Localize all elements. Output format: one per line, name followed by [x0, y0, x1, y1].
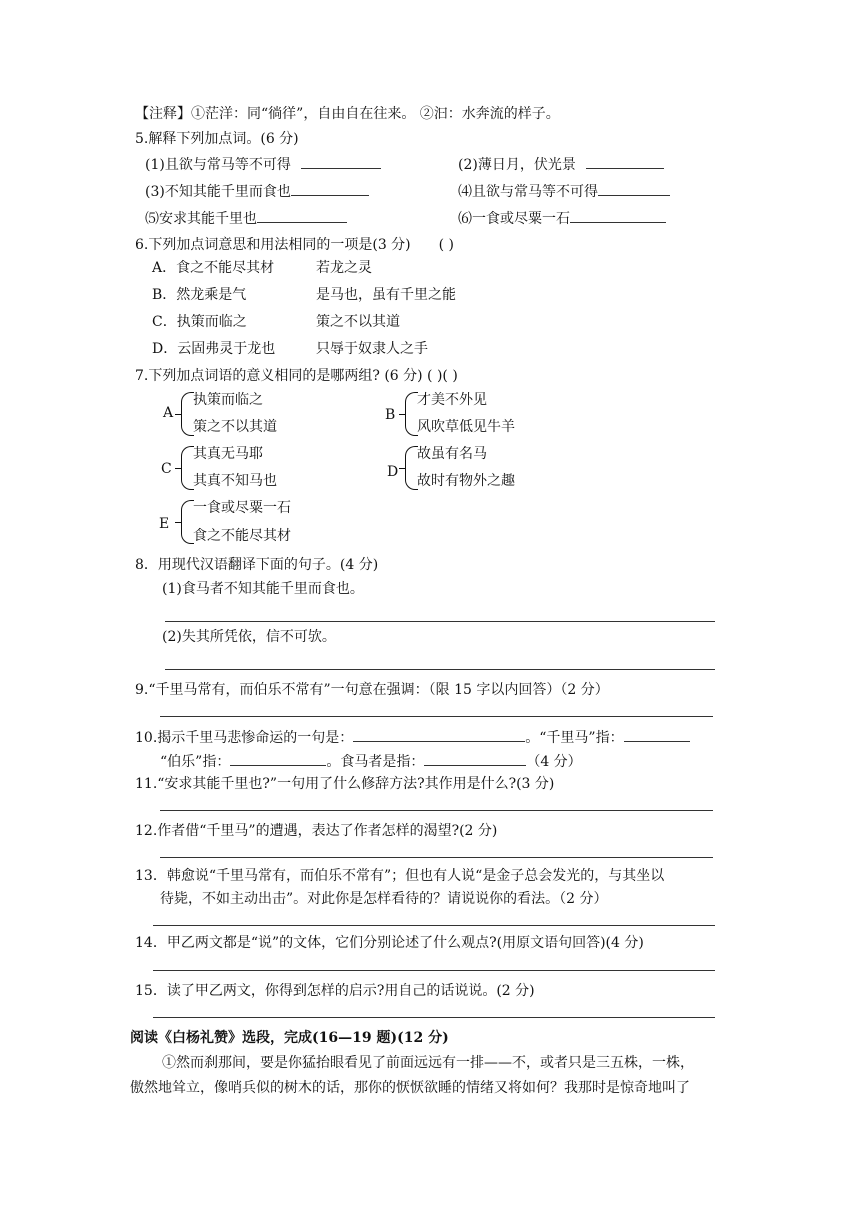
- q8-sentence-2: (2)失其所凭依，信不可欤。: [162, 629, 336, 645]
- q6-option-d: D．云固弗灵于龙也: [152, 341, 276, 357]
- answer-blank[interactable]: [230, 751, 326, 766]
- q5-item-5: ⑸安求其能千里也: [145, 208, 347, 229]
- q6-option-c-compare: 策之不以其道: [316, 314, 400, 330]
- q7-group-e-line1: 一食或尽粟一石: [193, 500, 291, 516]
- q15-text: 15．读了甲乙两文，你得到怎样的启示?用自己的话说说。(2 分): [135, 983, 535, 999]
- q13-line-1: 13．韩愈说“千里马常有，而伯乐不常有”；但也有人说“是金子总会发光的，与其坐以: [135, 868, 665, 884]
- q5-item-4: ⑷且欲与常马等不可得: [458, 181, 670, 202]
- q5-item-6: ⑹一食或尽粟一石: [458, 208, 666, 229]
- q6-title: 6.下列加点词意思和用法相同的一项是(3 分) ( ): [135, 237, 455, 253]
- q10-line-1: 10.揭示千里马悲惨命运的一句是： 。“千里马”指：: [135, 727, 690, 748]
- q8-title: 8．用现代汉语翻译下面的句子。(4 分): [135, 557, 379, 573]
- answer-blank[interactable]: [353, 727, 525, 742]
- q6-option-b: B．然龙乘是气: [152, 287, 247, 303]
- q6-option-d-compare: 只辱于奴隶人之手: [316, 341, 428, 357]
- q5-title: 5.解释下列加点词。(6 分): [135, 131, 299, 147]
- q14-text: 14．甲乙两文都是“说”的文体，它们分别论述了什么观点?(用原文语句回答)(4 分): [135, 935, 644, 951]
- q7-group-d-letter: D: [387, 464, 399, 480]
- q7-group-a-line2: 策之不以其道: [193, 419, 277, 435]
- answer-blank[interactable]: [257, 208, 347, 223]
- q7-group-e-line2: 食之不能尽其材: [193, 528, 291, 544]
- q7-group-c-letter: C: [161, 461, 172, 477]
- q7-group-d-line2: 故时有物外之趣: [417, 473, 515, 489]
- q10-line-2: “伯乐”指： 。食马者是指： （4 分）: [160, 751, 582, 772]
- q6-option-a: A．食之不能尽其材: [152, 260, 275, 276]
- reading-title: 阅读《白杨礼赞》选段，完成(16—19 题)(12 分): [130, 1030, 449, 1046]
- reading-paragraph-line-2: 傲然地耸立，像哨兵似的树木的话，那你的恹恹欲睡的情绪又将如何？我那时是惊奇地叫了: [130, 1080, 690, 1096]
- reading-paragraph-line-1: ①然而刹那间，要是你猛抬眼看见了前面远远有一排——不，或者只是三五株，一株，: [162, 1055, 694, 1071]
- q7-group-c-line1: 其真无马耶: [193, 446, 263, 462]
- q7-group-c-line2: 其真不知马也: [193, 473, 277, 489]
- answer-line[interactable]: [153, 925, 715, 926]
- q7-group-a-line1: 执策而临之: [193, 392, 263, 408]
- q7-group-d-line1: 故虽有名马: [417, 446, 487, 462]
- answer-line[interactable]: [153, 970, 715, 971]
- q13-line-2: 待毙，不如主动出击”。对此你是怎样看待的？请说说你的看法。（2 分）: [160, 891, 608, 907]
- q8-sentence-1: (1)食马者不知其能千里而食也。: [162, 581, 364, 597]
- answer-line[interactable]: [165, 669, 715, 670]
- answer-blank[interactable]: [301, 154, 381, 169]
- q12-text: 12.作者借“千里马”的遭遇，表达了作者怎样的渴望?(2 分): [135, 823, 498, 839]
- q7-group-b-line2: 风吹草低见牛羊: [417, 419, 515, 435]
- answer-blank[interactable]: [624, 727, 690, 742]
- q7-group-b-letter: B: [385, 407, 396, 423]
- answer-line[interactable]: [165, 621, 715, 622]
- q7-title: 7.下列加点词语的意义相同的是哪两组? (6 分) ( )( ): [135, 368, 458, 384]
- answer-line[interactable]: [160, 810, 713, 811]
- q11-text: 11.“安求其能千里也?”一句用了什么修辞方法?其作用是什么?(3 分): [135, 776, 555, 792]
- answer-line[interactable]: [160, 857, 713, 858]
- answer-blank[interactable]: [424, 751, 526, 766]
- answer-blank[interactable]: [570, 208, 666, 223]
- answer-blank[interactable]: [586, 154, 664, 169]
- q5-item-1: (1)且欲与常马等不可得: [145, 154, 381, 175]
- answer-blank[interactable]: [291, 181, 369, 196]
- q9-text: 9.“千里马常有，而伯乐不常有”一句意在强调：（限 15 字以内回答）（2 分）: [135, 682, 609, 698]
- q7-group-a-letter: A: [163, 405, 174, 421]
- q5-item-2: (2)薄日月，伏光景: [458, 154, 664, 175]
- q7-group-b-line1: 才美不外见: [417, 392, 487, 408]
- q7-group-e-letter: E: [159, 516, 170, 532]
- answer-line[interactable]: [160, 716, 713, 717]
- q6-option-c: C．执策而临之: [152, 314, 247, 330]
- annotation-note: 【注释】①茫洋：同“徜徉”，自由自在往来。 ②汩：水奔流的样子。: [135, 106, 560, 122]
- q6-option-b-compare: 是马也，虽有千里之能: [316, 287, 456, 303]
- answer-line[interactable]: [153, 1017, 715, 1018]
- answer-blank[interactable]: [598, 181, 670, 196]
- q6-option-a-compare: 若龙之灵: [316, 260, 372, 276]
- q5-item-3: (3)不知其能千里而食也: [145, 181, 369, 202]
